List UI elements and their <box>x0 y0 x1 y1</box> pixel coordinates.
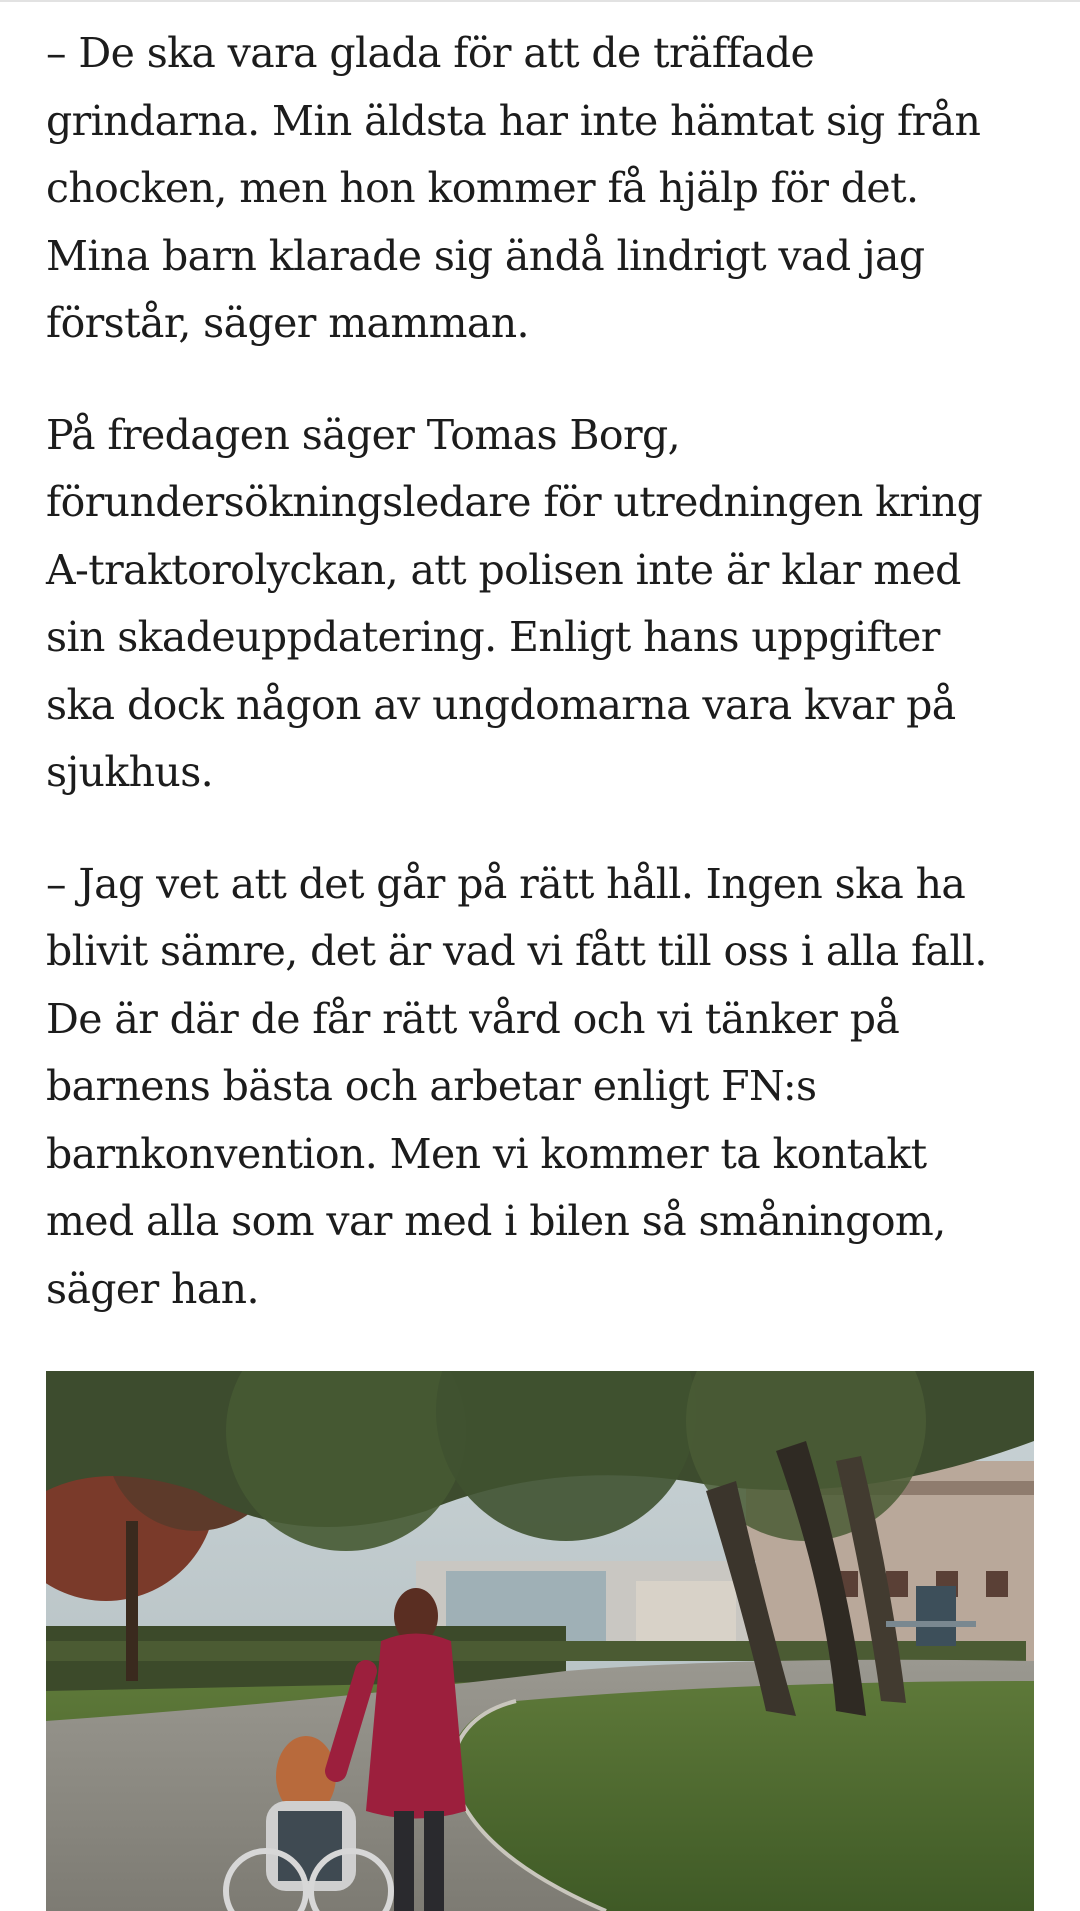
article-paragraph-2: På fredagen säger Tomas Borg, förundersökningsledare för utredningen kring A-traktorolyckan, att polisen inte är klar med sin skadeuppdatering. Enligt hans uppgifter ska dock någon av ungdomarna vara kvar på sjukhus. <box>46 410 983 796</box>
park-photo-icon <box>46 1371 1034 1911</box>
top-divider <box>0 0 1080 2</box>
article-paragraph-3: – Jag vet att det går på rätt håll. Ingen ska ha blivit sämre, det är vad vi fått till oss i alla fall. De är där de får rätt vård och vi tänker på barnens bästa och arbetar enligt FN:s barnkonvention. Men vi kommer ta kontakt med alla som var med i bilen så småningom, säger han. <box>46 859 987 1313</box>
article-body <box>46 20 1036 1367</box>
article-photo[interactable] <box>46 1371 1034 1911</box>
article-paragraph-1: – De ska vara glada för att de träffade grindarna. Min äldsta har inte hämtat sig från chocken, men hon kommer få hjälp för det. Mina barn klarade sig ändå lindrigt vad jag förstår, säger mamman. <box>46 29 981 347</box>
